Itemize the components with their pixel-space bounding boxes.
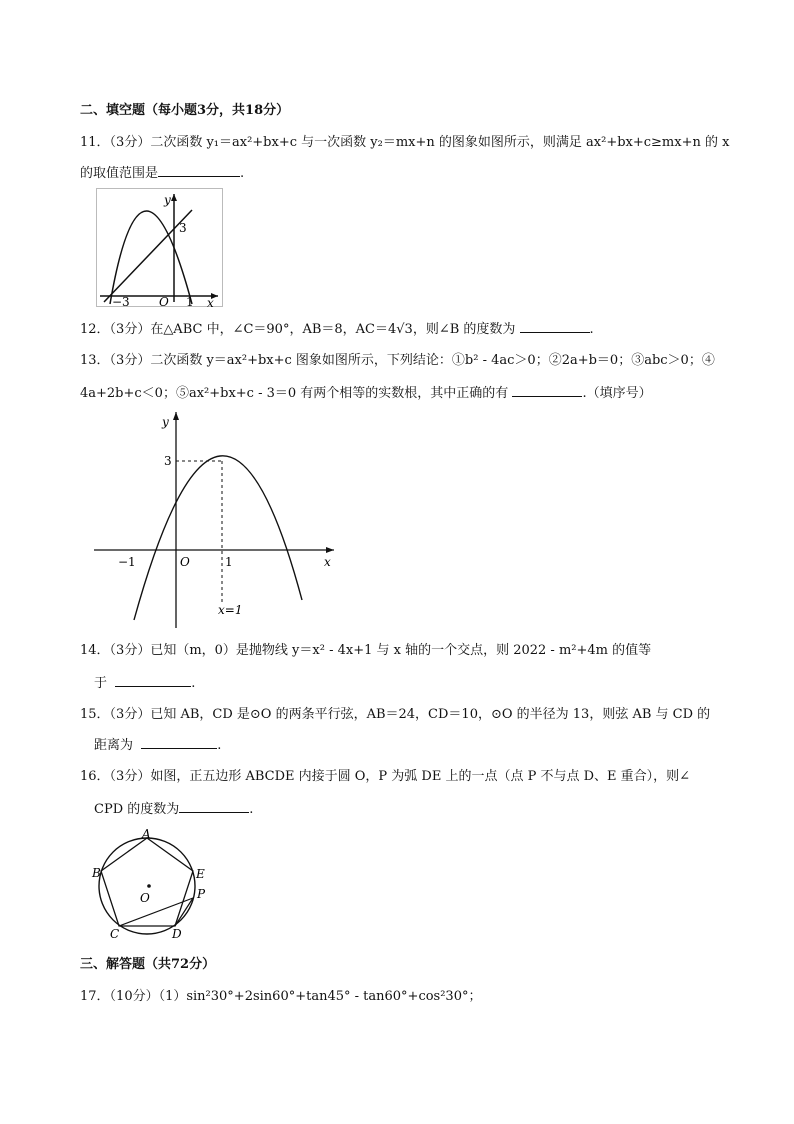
q11-label-origin: O — [159, 295, 169, 308]
q16-figure — [88, 828, 218, 940]
q11-label-1: 1 — [186, 295, 194, 308]
q11-prompt: 的取值范围是 — [80, 166, 159, 181]
q16-answer-blank[interactable] — [179, 800, 249, 813]
q16-chord-dp — [175, 898, 193, 926]
q12-answer-blank[interactable] — [520, 320, 590, 333]
q17-line1: 17．（10分）（1）sin²30°+2sin60°+tan45° - tan60°+cos²30°； — [80, 989, 482, 1004]
q15-answer-blank[interactable] — [141, 736, 217, 749]
q13-line1: 13．（3分）二次函数 y＝ax²+bx+c 图象如图所示，下列结论：①b² - 4ac＞0；②2a+b＝0；③abc＞0；④ — [80, 353, 715, 368]
q16-center-dot — [147, 884, 151, 888]
q11-label-minus3: −3 — [112, 295, 130, 308]
q11-label-3: 3 — [179, 221, 187, 235]
q13-graph — [94, 410, 338, 630]
q14-line2 — [94, 674, 195, 693]
q11-answer-blank[interactable] — [158, 164, 240, 177]
q13-x-arrow — [326, 547, 334, 553]
q13-end: .（填序号） — [582, 386, 652, 401]
q13-label-3: 3 — [164, 454, 172, 468]
q14-line1: 14．（3分）已知（m，0）是抛物线 y＝x² - 4x+1 与 x 轴的一个交点，则 2022 - m²+4m 的值等 — [80, 643, 652, 658]
q11-y-arrow — [171, 194, 177, 201]
q11-line1: 11．（3分）二次函数 y₁＝ax²+bx+c 与一次函数 y₂＝mx+n 的图象如图所示，则满足 ax²+bx+c≥mx+n 的 x — [80, 135, 730, 150]
q13-prompt: 4a+2b+c＜0；⑤ax²+bx+c - 3＝0 有两个相等的实数根，其中正确的有 — [80, 386, 509, 401]
q11-graph-frame — [97, 189, 223, 307]
q15-line2 — [94, 736, 221, 755]
q11-x-label: x — [207, 296, 214, 308]
q14-answer-blank[interactable] — [115, 674, 191, 687]
q13-label-1: 1 — [225, 555, 233, 569]
section-2-title: 二、填空题（每小题3分，共18分） — [80, 103, 290, 118]
q13-answer-blank[interactable] — [512, 384, 582, 397]
q11-y-label: y — [164, 193, 171, 207]
q15-prompt: 距离为 — [94, 738, 134, 753]
q11-line2 — [80, 164, 244, 183]
q12-line — [80, 320, 594, 339]
q16-prompt: CPD 的度数为 — [94, 802, 180, 817]
q13-y-arrow — [173, 412, 179, 420]
q16-line2 — [94, 800, 253, 819]
q16-label-e: E — [196, 867, 205, 881]
q14-end: . — [191, 676, 196, 691]
q15-end: . — [217, 738, 222, 753]
q15-line1: 15．（3分）已知 AB，CD 是⊙O 的两条平行弦，AB＝24，CD＝10，⊙O 的半径为 13，则弦 AB 与 CD 的 — [80, 707, 711, 722]
q13-axis-label: x=1 — [218, 603, 243, 617]
q13-y-label: y — [162, 415, 169, 429]
q13-parabola — [134, 456, 302, 620]
q13-x-label: x — [324, 555, 331, 569]
q12-prompt: 12．（3分）在△ABC 中，∠C＝90°，AB＝8，AC＝4√3，则∠B 的度数为 — [80, 322, 516, 337]
q16-label-b: B — [92, 866, 101, 880]
q16-circle — [99, 838, 195, 934]
q13-label-minus1: −1 — [118, 555, 136, 569]
q16-end: . — [249, 802, 254, 817]
q12-end: . — [589, 322, 594, 337]
q16-label-d: D — [172, 927, 182, 940]
q14-prompt: 于 — [94, 676, 108, 691]
q13-label-origin: O — [180, 555, 190, 569]
q16-chord-cp — [119, 898, 193, 926]
q16-label-a: A — [142, 828, 151, 841]
q11-end: . — [240, 166, 245, 181]
q13-line2 — [80, 384, 652, 403]
q16-label-p: P — [197, 887, 206, 901]
q16-line1: 16．（3分）如图，正五边形 ABCDE 内接于圆 O，P 为弧 DE 上的一点（点 P 不与点 D、E 重合），则∠ — [80, 769, 691, 784]
q11-graph — [96, 188, 226, 308]
q16-label-c: C — [110, 927, 120, 940]
section-3-title: 三、解答题（共72分） — [80, 957, 216, 972]
q16-label-o: O — [140, 891, 150, 905]
